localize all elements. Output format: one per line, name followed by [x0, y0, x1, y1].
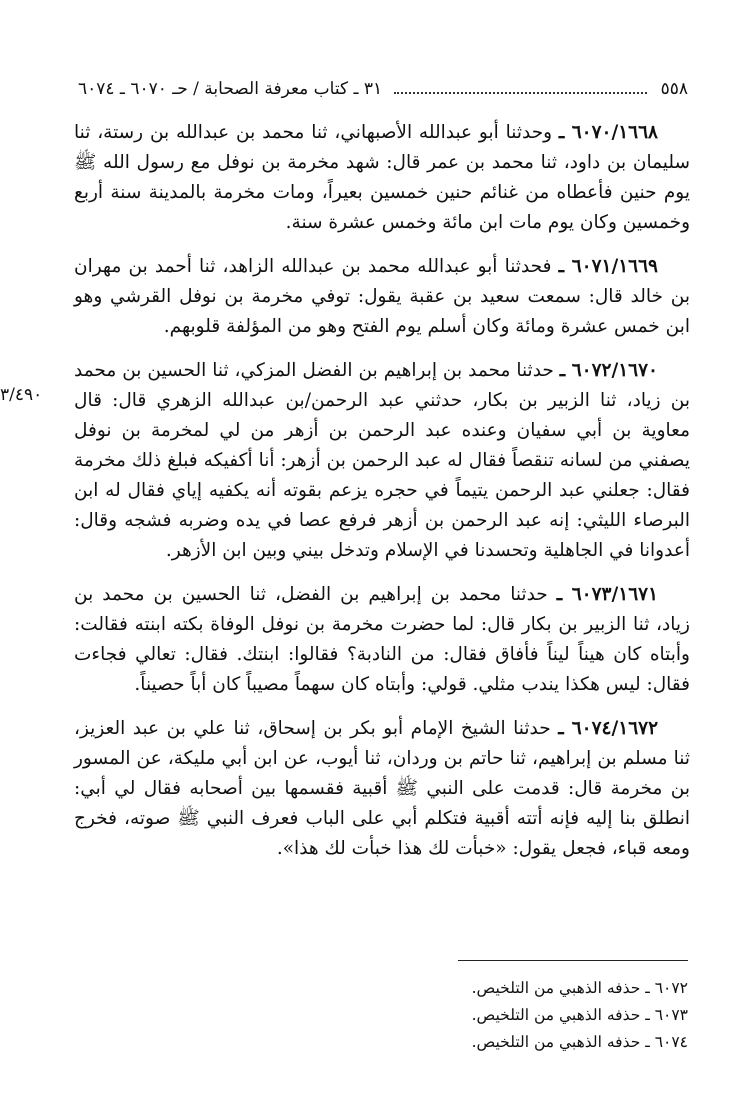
- hadith-number: ٦٠٧٠/١٦٦٨ ـ: [558, 122, 658, 143]
- hadith-text: فحدثنا أبو عبدالله محمد بن عبدالله الزاهد، ثنا أحمد بن مهران بن خالد قال: سمعت سعيد بن عقبة يقول: توفي مخرمة بن نوفل القرشي وهو ابن خمس عشرة ومائة وكان أسلم يوم الفتح وهو من المؤلفة قلوبهم.: [74, 256, 690, 337]
- hadith-paragraph: [74, 252, 690, 342]
- hadith-text: وحدثنا أبو عبدالله الأصبهاني، ثنا محمد بن عبدالله بن رستة، ثنا سليمان بن داود، ثنا محمد بن عمر قال: شهد مخرمة بن نوفل مع رسول الله ﷺ يوم حنين فأعطاه من غنائم حنين خمسين بعيراً، ومات مخرمة بالمدينة سنة أربع وخمسين وكان يوم مات ابن مائة وخمس عشرة سنة.: [74, 122, 690, 233]
- footnote-separator: [458, 960, 688, 961]
- main-text: [74, 118, 690, 878]
- footnote: ٦٠٧٣ ـ حذفه الذهبي من التلخيص.: [471, 1006, 688, 1024]
- hadith-paragraph: [74, 118, 690, 238]
- footnote: ٦٠٧٤ ـ حذفه الذهبي من التلخيص.: [471, 1033, 688, 1051]
- running-header: [78, 72, 688, 106]
- hadith-number: ٦٠٧٢/١٦٧٠ ـ: [559, 360, 658, 381]
- header-title: ٣١ ـ كتاب معرفة الصحابة / حـ ٦٠٧٠ ـ ٦٠٧٤: [78, 79, 383, 99]
- margin-volume-page-note: ٣/٤٩٠: [0, 385, 43, 405]
- hadith-paragraph: [74, 580, 690, 700]
- footnote: ٦٠٧٢ ـ حذفه الذهبي من التلخيص.: [471, 979, 688, 997]
- page-number: ٥٥٨: [660, 79, 688, 99]
- hadith-paragraph: [74, 356, 690, 566]
- header-dot-leader: [394, 92, 646, 94]
- hadith-number: ٦٠٧٤/١٦٧٢ ـ: [558, 718, 658, 739]
- hadith-paragraph: [74, 714, 690, 864]
- hadith-number: ٦٠٧١/١٦٦٩ ـ: [558, 256, 658, 277]
- hadith-text: حدثنا محمد بن إبراهيم بن الفضل، ثنا الحسين بن محمد بن زياد، ثنا الزبير بن بكار قال: لما حضرت مخرمة بن نوفل الوفاة بكته ابنته فقالت: وأبتاه كان هيناً ليناً فأفاق فقال: من النادبة؟ فقالوا: ابنتك. فقال: تعالي فجاءت فقال: ليس هكذا يندب مثلي. قولي: وأبتاه كان سهماً مصيباً كان أباً حصيناً.: [74, 584, 690, 695]
- footnotes: [68, 975, 688, 1056]
- hadith-number: ٦٠٧٣/١٦٧١ ـ: [556, 584, 658, 605]
- hadith-text: حدثنا الشيخ الإمام أبو بكر بن إسحاق، ثنا علي بن عبد العزيز، ثنا مسلم بن إبراهيم، ثنا حاتم بن وردان، ثنا أيوب، عن ابن أبي مليكة، عن المسور بن مخرمة قال: قدمت على النبي ﷺ أقبية فقسمها بين أصحابه فقال لي أبي: انطلق بنا إليه فإنه أتته أقبية فتكلم أبي على الباب فعرف النبي ﷺ صوته، فخرج ومعه قباء، فجعل يقول: «خبأت لك هذا خبأت لك هذا».: [74, 718, 690, 859]
- hadith-text: حدثنا محمد بن إبراهيم بن الفضل المزكي، ثنا الحسين بن محمد بن زياد، ثنا الزبير بن بكار، حدثني عبد الرحمن/بن عبدالله الزهري قال: قال معاوية بن أبي سفيان وعنده عبد الرحمن بن أزهر من لي لمخرمة بن نوفل يصفني من لسانه تنقصاً فقال له عبد الرحمن بن أزهر: أنا أكفيكه فبلغ ذلك مخرمة فقال: جعلني عبد الرحمن يتيماً في حجره يزعم بقوته أنه يكفيه إياي فقال له ابن البرصاء الليثي: إنه عبد الرحمن بن أزهر فرفع عصا في يده وضربه فشجه وقال: أعدوانا في الجاهلية وتحسدنا في الإسلام وتدخل بيني وبين ابن الأزهر.: [74, 360, 690, 561]
